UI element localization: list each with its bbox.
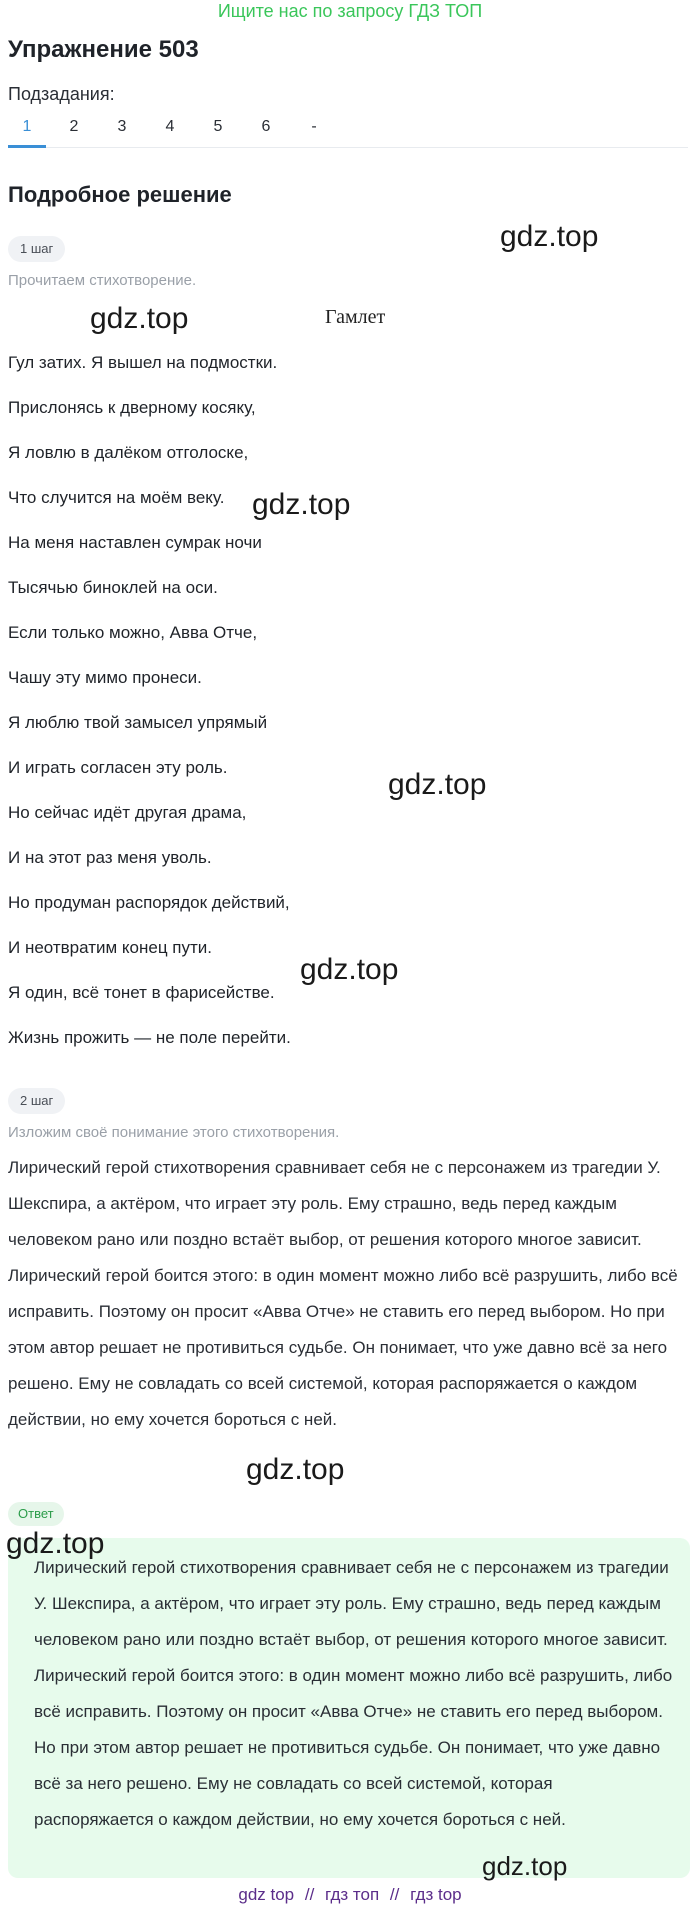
watermark: gdz.top (246, 1453, 345, 1486)
poem-line: Я ловлю в далёком отголоске, (8, 443, 249, 462)
tab-subtask-5[interactable]: 5 (213, 118, 223, 135)
poem-line: Тысячью биноклей на оси. (8, 578, 218, 597)
poem-line: И неотвратим конец пути. (8, 938, 213, 957)
watermark: gdz.top (90, 302, 189, 335)
footer-separator: // (389, 1885, 400, 1904)
poem-line: И на этот раз меня уволь. (8, 848, 212, 867)
tab-subtask-more[interactable]: - (311, 118, 317, 135)
search-promo-banner: Ищите нас по запросу ГДЗ ТОП (217, 1, 483, 21)
watermark: gdz.top (482, 1851, 568, 1881)
subtasks-label: Подзадания: (8, 84, 115, 104)
poem-line: Чашу эту мимо пронеси. (8, 668, 202, 687)
watermark: gdz.top (300, 953, 399, 986)
tab-subtask-2[interactable]: 2 (69, 118, 79, 135)
poem-title: Гамлет (325, 306, 386, 328)
poem-line: Но продуман распорядок действий, (8, 893, 290, 912)
poem-line: Но сейчас идёт другая драма, (8, 803, 247, 822)
watermark: gdz.top (388, 768, 487, 801)
answer-text: Лирический герой стихотворения сравнивает себя не с персонажем из трагедии У. Шекспира, а актёром, что играет эту роль. Ему страшно, ведь перед каждым человеком рано или поздно встаёт выбор, от решения которого многое зависит. Лирический герой боится этого: в один момент можно либо всё разрушить, либо всё исправить. Поэтому он просит «Авва Отче» не ставить его перед выбором. Но при этом автор решает не противиться судьбе. Он понимает, что уже давно всё за него решено. Ему не совладать со всей системой, которая распоряжается о каждом действии, но ему хочется бороться с ней. (34, 1558, 673, 1829)
footer-separator: // (304, 1885, 315, 1904)
poem-line: На меня наставлен сумрак ночи (8, 533, 262, 552)
step-1-badge: 1 шаг (8, 236, 65, 262)
poem-line: Прислонясь к дверному косяку, (8, 398, 256, 417)
subtask-tabs (8, 114, 688, 148)
watermark: gdz.top (6, 1527, 105, 1560)
poem-line: Если только можно, Авва Отче, (8, 623, 258, 642)
answer-badge: Ответ (8, 1502, 64, 1526)
poem-line: Я один, всё тонет в фарисействе. (8, 983, 275, 1002)
step-1-description: Прочитаем стихотворение. (8, 272, 197, 289)
poem-line: Жизнь прожить — не поле перейти. (8, 1028, 291, 1047)
tab-subtask-6[interactable]: 6 (261, 118, 271, 135)
footer-link-gdz-top-mixed[interactable]: гдз top (410, 1885, 462, 1904)
step-2-description: Изложим своё понимание этого стихотворения. (8, 1124, 340, 1141)
footer-link-gdz-top-ru[interactable]: гдз топ (325, 1885, 380, 1904)
tab-subtask-3[interactable]: 3 (117, 118, 127, 135)
tab-subtask-4[interactable]: 4 (165, 118, 175, 135)
answer-box (8, 1538, 690, 1878)
watermark: gdz.top (500, 220, 599, 253)
tab-subtask-1[interactable]: 1 (8, 114, 46, 148)
poem-line: Я люблю твой замысел упрямый (8, 713, 268, 732)
poem-line: Гул затих. Я вышел на подмостки. (8, 353, 278, 372)
solution-heading: Подробное решение (8, 182, 232, 207)
poem-line: И играть согласен эту роль. (8, 758, 228, 777)
poem-line: Что случится на моём веку. (8, 488, 225, 507)
footer-link-gdz-top[interactable]: gdz top (238, 1885, 295, 1904)
step-2-explanation: Лирический герой стихотворения сравнивает себя не с персонажем из трагедии У. Шекспира, а актёром, что играет эту роль. Ему страшно, ведь перед каждым человеком рано или поздно встаёт выбор, от решения которого многое зависит. Лирический герой боится этого: в один момент можно либо всё разрушить, либо всё исправить. Поэтому он просит «Авва Отче» не ставить его перед выбором. Но при этом автор решает не противиться судьбе. Он понимает, что уже давно всё за него решено. Ему не совладать со всей системой, которая распоряжается о каждом действии, но ему хочется бороться с ней. (8, 1158, 678, 1429)
footer-links (0, 1885, 700, 1905)
step-2-badge: 2 шаг (8, 1088, 65, 1114)
watermark: gdz.top (252, 488, 351, 521)
page-title: Упражнение 503 (8, 36, 199, 63)
